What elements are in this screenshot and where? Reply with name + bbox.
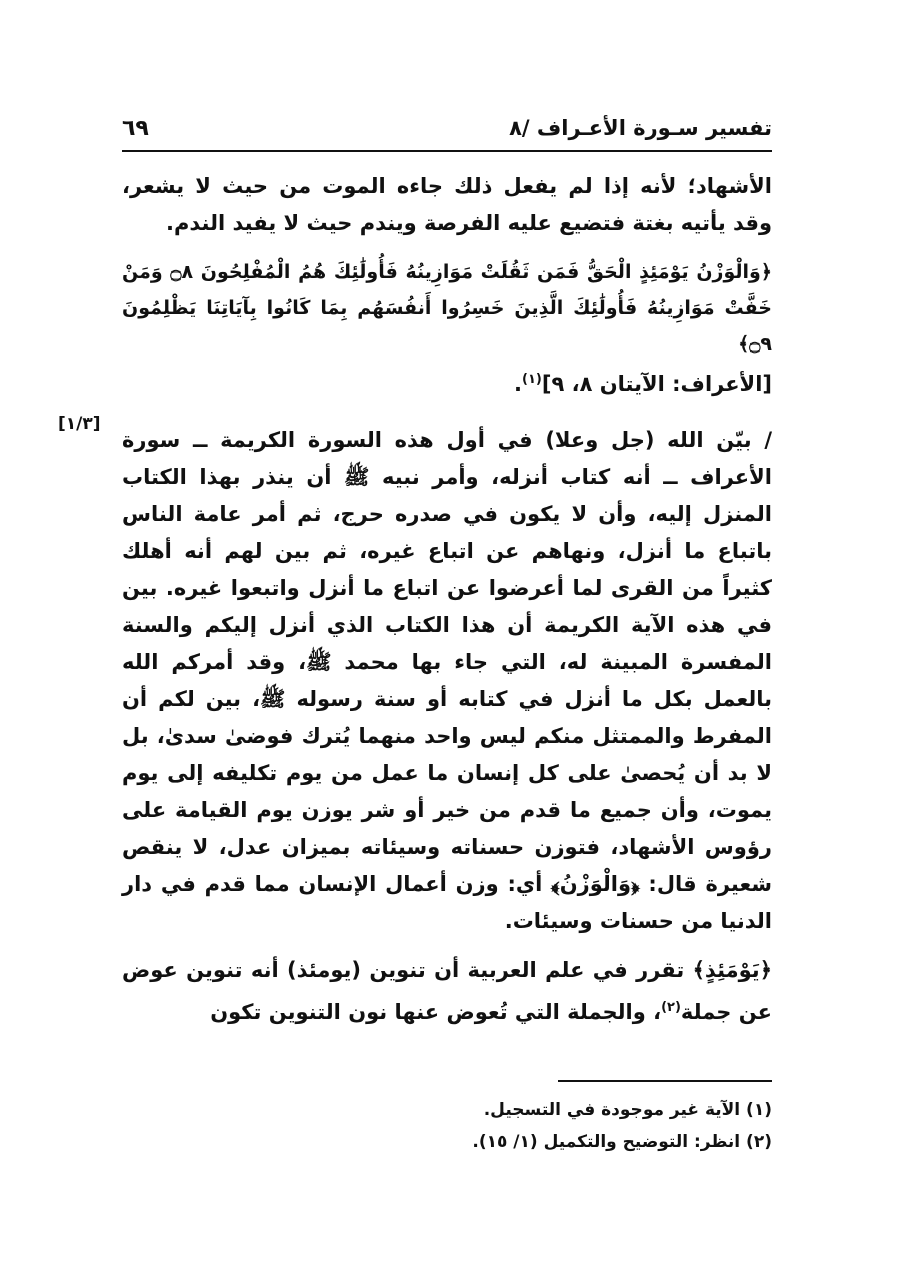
footnotes (122, 1094, 772, 1158)
paragraph-3-end: ، والجملة التي تُعوض عنها نون التنوين تكون (210, 1000, 662, 1024)
main-text (122, 168, 772, 1031)
footnote-rule (558, 1080, 772, 1082)
paragraph-1: الأشهاد؛ لأنه إذا لم يفعل ذلك جاءه الموت من حيث لا يشعر، وقد يأتيه بغتة فتضيع عليه الفرصة ويندم حيث لا يفيد الندم. (122, 174, 772, 235)
quran-verse: ﴿وَالْوَزْنُ يَوْمَئِذٍ الْحَقُّ فَمَن ثَقُلَتْ مَوَازِينُهُ فَأُولَٰئِكَ هُمُ الْمُفْلِحُونَ ۝٨ وَمَنْ خَفَّتْ مَوَازِينُهُ فَأُولَٰئِكَ الَّذِينَ خَسِرُوا أَنفُسَهُم بِمَا كَانُوا بِآيَاتِنَا يَظْلِمُونَ ۝٩﴾ (122, 261, 772, 355)
margin-reference: [١/٣] (58, 414, 101, 434)
paragraph-3 (122, 952, 772, 1031)
verse-reference: [الأعراف: الآيتان ٨، ٩]$^{(١)}$. (514, 372, 772, 396)
page-header (122, 112, 772, 152)
page-number: ٦٩ (122, 116, 149, 141)
running-title: تفسير سـورة الأعـراف /٨ (509, 116, 772, 140)
footnote-2: (٢) انظر: التوضيح والتكميل (١/ ١٥). (472, 1132, 772, 1152)
verse-reference-text: [الأعراف: الآيتان ٨، ٩] (541, 372, 772, 396)
paragraph-3-start: ﴿يَوْمَئِذٍ﴾ تقرر في علم العربية أن تنوين (يومئذ) أنه تنوين عوض عن جملة (122, 958, 772, 1024)
header-rule (122, 150, 772, 152)
paragraph-2: / بيّن الله (جل وعلا) في أول هذه السورة الكريمة ــ سورة الأعراف ــ أنه كتاب أنزله، وأمر نبيه ﷺ أن ينذر بهذا الكتاب المنزل إليه، وأن لا يكون في صدره حرج، ثم أمر عامة الناس باتباع ما أنزل، ونهاهم عن اتباع غيره، ثم بين لهم أنه أهلك كثيراً من القرى لما أعرضوا عن اتباع ما أنزل واتبعوا غيره. بين في هذه الآية الكريمة أن هذا الكتاب الذي أنزل إليكم والسنة المفسرة المبينة له، التي جاء بها محمد ﷺ، وقد أمركم الله بالعمل بكل ما أنزل في كتابه أو سنة رسوله ﷺ، بين لكم أن المفرط والممتثل منكم ليس واحد منهما يُترك فوضىٰ سدىٰ، بل لا بد أن يُحصىٰ على كل إنسان ما عمل من يوم تكليفه إلى يوم يموت، وأن جميع ما قدم من خير أو شر يوزن يوم القيامة على رؤوس الأشهاد، فتوزن حسناته وسيئاته بميزان عدل، لا ينقص شعيرة قال: ﴿وَالْوَزْنُ﴾ أي: وزن أعمال الإنسان مما قدم في دار الدنيا من حسنات وسيئات. (122, 428, 772, 933)
footnote-marker-1: (١) (522, 372, 542, 387)
footnote-marker-2: (٢) (661, 1000, 681, 1015)
footnote-1: (١) الآية غير موجودة في التسجيل. (483, 1100, 772, 1120)
